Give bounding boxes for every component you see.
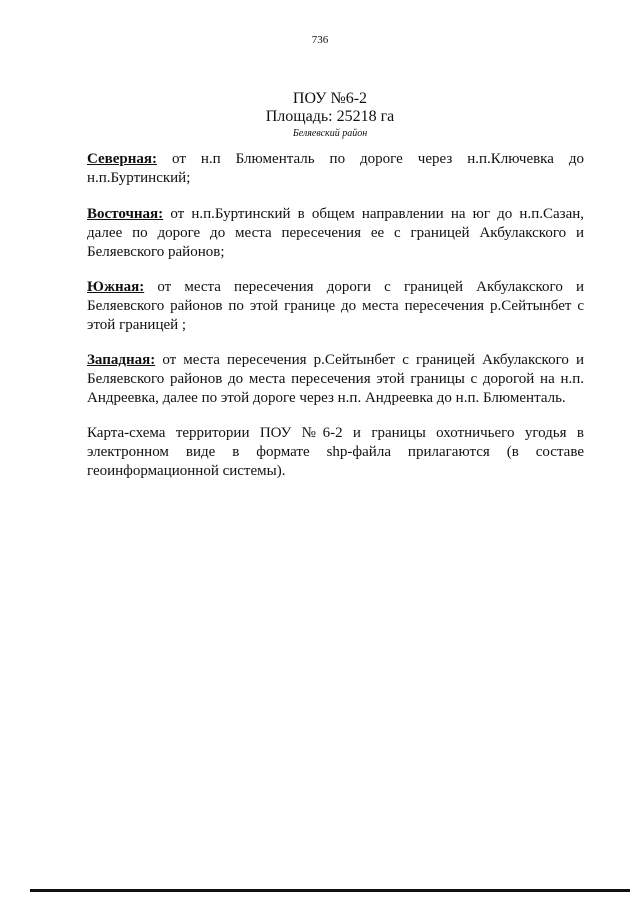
border-south bbox=[87, 278, 584, 335]
bottom-rule bbox=[30, 889, 630, 892]
border-north-heading: Северная: bbox=[87, 151, 158, 167]
area-line: Площадь: 25218 га bbox=[265, 108, 395, 125]
district-subtitle: Беляевский район bbox=[292, 128, 368, 139]
document-title: ПОУ №6-2 bbox=[292, 90, 368, 107]
border-north bbox=[87, 150, 584, 188]
title-block bbox=[0, 90, 640, 140]
map-note: Карта-схема территории ПОУ №6-2 и границы охотничьего угодья в электронном виде в формате shp-файла прилагаются (в составе геоинформационной системы). bbox=[87, 425, 584, 479]
border-west-text: от места пересечения р.Сейтынбет с границей Акбулакского и Беляевского районов до места пересечения этой границы с дорогой на н.п. Андреевка, далее по этой дороге через н.п. Андреевка до н.п. Блюменталь. bbox=[87, 352, 584, 406]
page-number: 736 bbox=[311, 34, 329, 46]
document-body bbox=[87, 150, 584, 497]
border-south-text: от места пересечения дороги с границей Акбулакского и Беляевского районов по этой границе до места пересечения р.Сейтынбет с этой границей ; bbox=[87, 279, 584, 333]
border-west-heading: Западная: bbox=[87, 352, 156, 368]
border-south-heading: Южная: bbox=[87, 279, 145, 295]
border-west bbox=[87, 351, 584, 408]
border-east-text: от н.п.Буртинский в общем направлении на юг до н.п.Сазан, далее по дороге до места пересечения ее с границей Акбулакского и Беляевского районов; bbox=[87, 206, 585, 260]
border-north-text: от н.п Блюменталь по дороге через н.п.Ключевка до н.п.Буртинский; bbox=[87, 151, 585, 186]
border-east bbox=[87, 205, 584, 262]
border-east-heading: Восточная: bbox=[87, 206, 164, 222]
